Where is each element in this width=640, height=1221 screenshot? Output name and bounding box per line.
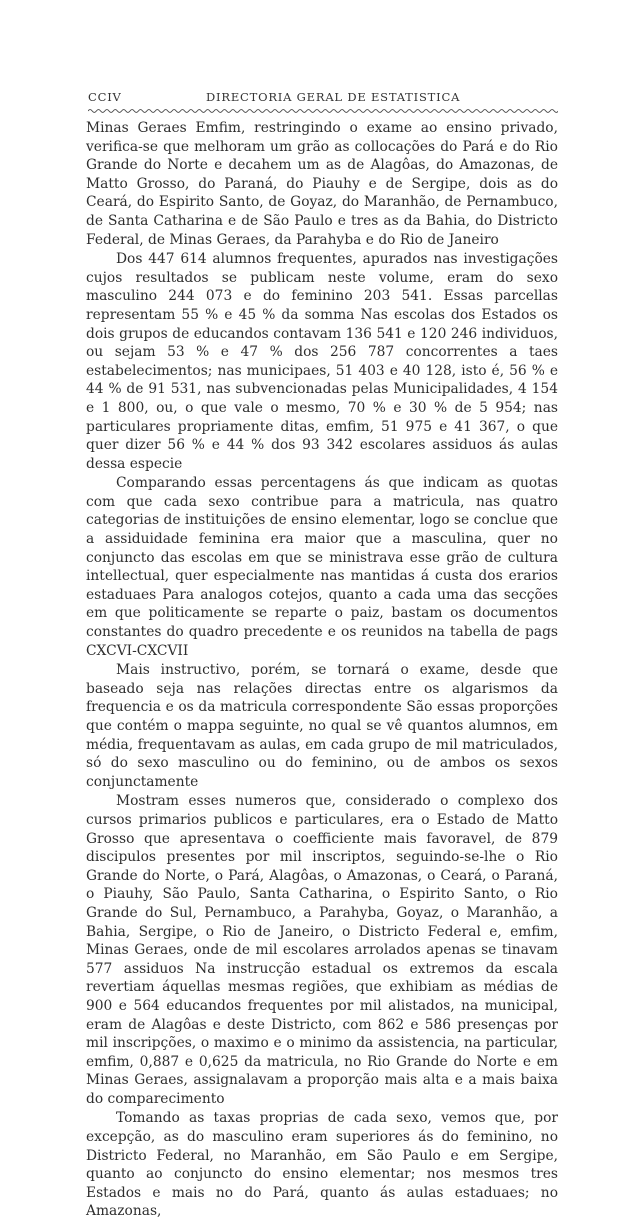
paragraph-6: Tomando as taxas proprias de cada sexo, vemos que, por excepção, as do masculino eram superiores ás do feminino, no Districto Federal, no Maranhão, em São Paulo e em Sergipe, quanto ao conjuncto do ensino elementar; nos mesmos tres Estados e mais no do Pará, quanto ás aulas estaduaes; no Amazonas, — [86, 1110, 558, 1220]
paragraph-1: Minas Geraes Emfim, restringindo o exame ao ensino privado, verifica-se que melhoram um grão as collocações do Pará e do Rio Grande do Norte e decahem um as de Alagôas, do Amazonas, de Matto Grosso, do Paraná, do Piauhy e de Sergipe, dois as do Ceará, do Espirito Santo, de Goyaz, do Maranhão, de Pernambuco, de Santa Catharina e de São Paulo e tres as da Bahia, do Districto Federal, de Minas Geraes, da Parahyba e do Rio de Janeiro — [86, 120, 558, 248]
paragraph-5: Mostram esses numeros que, considerado o complexo dos cursos primarios publicos e particulares, era o Estado de Matto Grosso que apresentava o coefficiente mais favoravel, de 879 discipulos presentes por mil inscriptos, seguindo-se-lhe o Rio Grande do Norte, o Pará, Alagôas, o Amazonas, o Ceará, o Paraná, o Piauhy, São Paulo, Santa Catharina, o Espirito Santo, o Rio Grande do Sul, Pernambuco, a Parahyba, Goyaz, o Maranhão, a Bahia, Sergipe, o Rio de Janeiro, o Districto Federal e, emfim, Minas Geraes, onde de mil escolares arrolados apenas se tinavam 577 assiduos Na instrucção estadual os extremos da escala revertiam áquellas mesmas regiões, que exhibiam as médias de 900 e 564 educandos frequentes por mil alistados, na municipal, eram de Alagôas e deste Districto, com 862 e 586 presenças por mil inscripções, o maximo e o minimo da assistencia, na particular, emfim, 0,887 e 0,625 da matricula, no Rio Grande do Norte e em Minas Geraes, assignalavam a proporção mais alta e a mais baixa do comparecimento — [86, 793, 558, 1107]
paragraph-2: Dos 447 614 alumnos frequentes, apurados nas investigações cujos resultados se publicam neste volume, eram do sexo masculino 244 073 e do feminino 203 541. Essas parcellas representam 55 % e 45 % da somma Nas escolas dos Estados os dois grupos de educandos contavam 136 541 e 120 246 individuos, ou sejam 53 % e 47 % dos 256 787 concorrentes a taes estabelecimentos; nas municipaes, 51 403 e 40 128, isto é, 56 % e 44 % de 91 531, nas subvencionadas pelas Municipalidades, 4 154 e 1 800, ou, o que vale o mesmo, 70 % e 30 % de 5 954; nas particulares propriamente ditas, emfim, 51 975 e 41 367, o que quer dizer 56 % e 44 % dos 93 342 escolares assiduos ás aulas dessa especie — [86, 251, 558, 472]
wavy-rule — [88, 107, 558, 115]
paragraph-3: Comparando essas percentagens ás que indicam as quotas com que cada sexo contribue para a matricula, nas quatro categorias de instituições de ensino elementar, logo se conclue que a assiduidade feminina era maior que a masculina, quer no conjuncto das escolas em que se ministrava esse grão de cultura intellectual, quer especialmente nas mantidas á custa dos erarios estaduaes Para analogos cotejos, quanto a cada uma das secções em que politicamente se reparte o paiz, bastam os documentos constantes do quadro precedente e os reunidos na tabella de pags CXCVI-CXCVII — [86, 475, 558, 659]
page-number: CCIV — [88, 90, 122, 104]
body-text — [86, 119, 558, 1221]
running-head — [88, 90, 556, 106]
running-title: DIRECTORIA GERAL DE ESTATISTICA — [206, 90, 461, 104]
paragraph-4: Mais instructivo, porém, se tornará o exame, desde que baseado seja nas relações directas entre os algarismos da frequencia e os da matricula correspondente São essas proporções que contém o mappa seguinte, no qual se vê quantos alumnos, em média, frequentavam as aulas, em cada grupo de mil matriculados, só do sexo masculino ou do feminino, ou de ambos os sexos conjunctamente — [86, 662, 558, 790]
